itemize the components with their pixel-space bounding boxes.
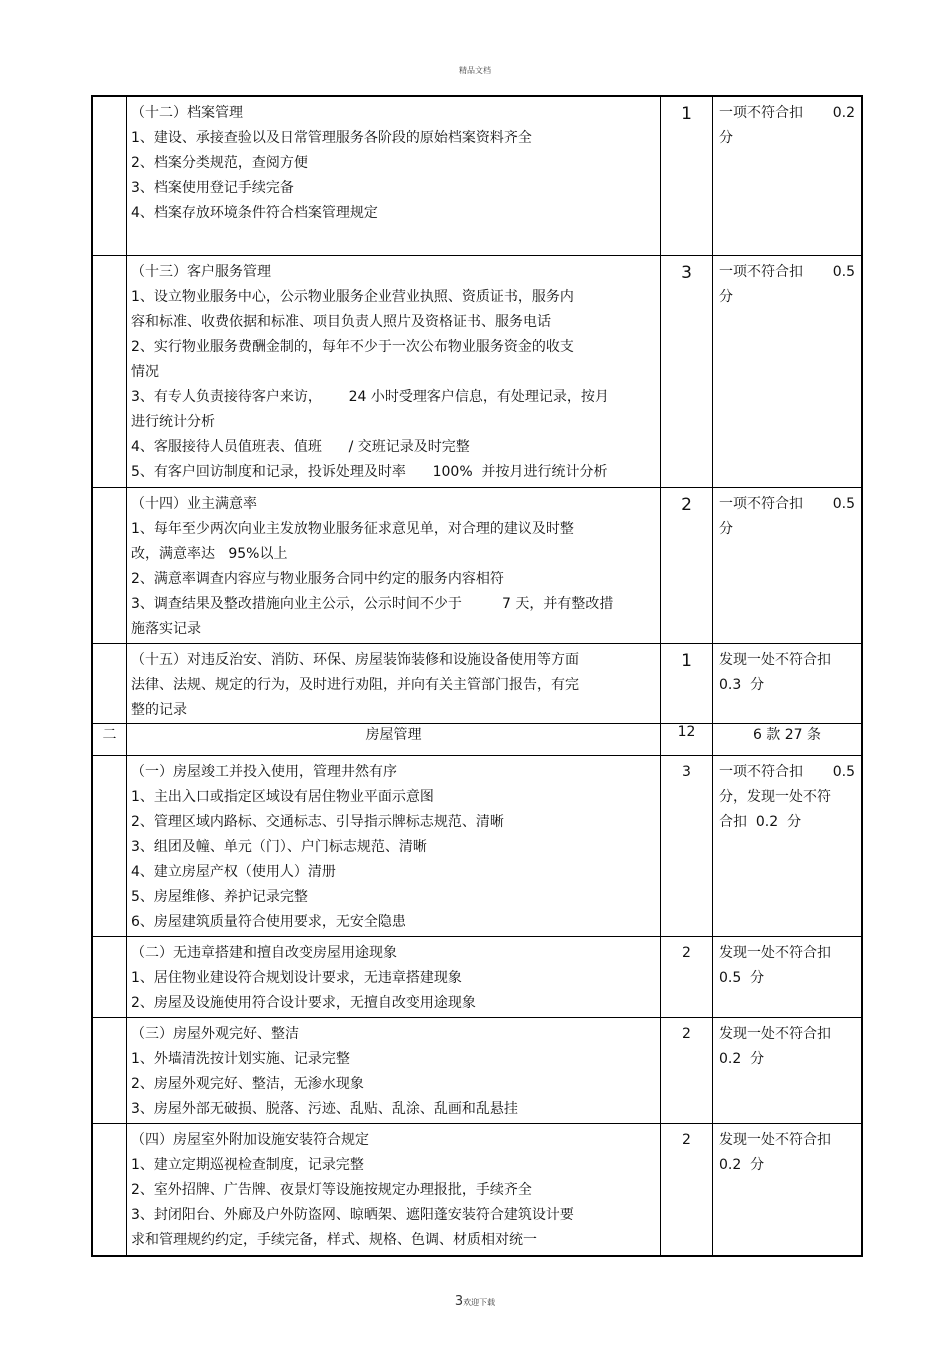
- criteria-line: 整的记录: [131, 701, 187, 718]
- header-watermark: 精品文档: [459, 66, 491, 75]
- score-cell: [661, 755, 713, 936]
- deduction-line: 0.3 分: [719, 676, 765, 693]
- section-number: 二: [92, 723, 127, 755]
- category-cell: [92, 755, 127, 936]
- table-row: [92, 643, 862, 723]
- score-value: 1: [681, 104, 692, 124]
- criteria-line: 2、房屋及设施使用符合设计要求，无擅自改变用途现象: [131, 994, 476, 1011]
- criteria-line: 1、设立物业服务中心，公示物业服务企业营业执照、资质证书，服务内: [131, 288, 574, 305]
- score-cell: [661, 1017, 713, 1123]
- criteria-line: 4、建立房屋产权（使用人）清册: [131, 863, 336, 880]
- criteria-line: 法律、法规、规定的行为，及时进行劝阻，并向有关主管部门报告，有完: [131, 676, 579, 693]
- deduction-line: 发现一处不符合扣: [719, 1025, 831, 1042]
- criteria-line: （一）房屋竣工并投入使用，管理井然有序: [131, 763, 397, 780]
- criteria-line: 4、客服接待人员值班表、值班 / 交班记录及时完整: [131, 438, 470, 455]
- score-cell: [661, 255, 713, 487]
- criteria-line: 3、封闭阳台、外廊及户外防盗网、晾晒架、遮阳蓬安装符合建筑设计要: [131, 1206, 574, 1223]
- deduction-cell: [713, 1017, 863, 1123]
- deduction-line: 0.2 分: [719, 1050, 765, 1067]
- score-cell: [661, 936, 713, 1017]
- criteria-cell: [127, 1123, 661, 1256]
- criteria-line: （四）房屋室外附加设施安装符合规定: [131, 1131, 369, 1148]
- table-row: [92, 1123, 862, 1256]
- score-cell: [661, 96, 713, 255]
- criteria-line: 容和标准、收费依据和标准、项目负责人照片及资格证书、服务电话: [131, 313, 551, 330]
- deduction-line: 分: [719, 520, 733, 537]
- category-cell: [92, 936, 127, 1017]
- criteria-line: （十四）业主满意率: [131, 495, 257, 512]
- criteria-line: 6、房屋建筑质量符合使用要求，无安全隐患: [131, 913, 406, 930]
- deduction-line: 一项不符合扣: [719, 763, 803, 780]
- category-cell: [92, 1017, 127, 1123]
- criteria-line: 情况: [131, 363, 159, 380]
- category-cell: [92, 643, 127, 723]
- criteria-line: 1、每年至少两次向业主发放物业服务征求意见单，对合理的建议及时整: [131, 520, 574, 537]
- deduction-cell: [713, 487, 863, 643]
- score-value: 2: [681, 494, 692, 515]
- category-cell: [92, 96, 127, 255]
- table-row: [92, 755, 862, 936]
- assessment-table: [91, 95, 863, 1257]
- table-row: [92, 96, 862, 255]
- criteria-line: 1、外墙清洗按计划实施、记录完整: [131, 1050, 350, 1067]
- score-cell: [661, 487, 713, 643]
- deduction-line: 一项不符合扣: [719, 263, 803, 280]
- table-row: [92, 1017, 862, 1123]
- criteria-line: （三）房屋外观完好、整洁: [131, 1025, 299, 1042]
- deduction-line: 一项不符合扣: [719, 495, 803, 512]
- criteria-cell: [127, 936, 661, 1017]
- criteria-cell: [127, 96, 661, 255]
- criteria-line: 5、有客户回访制度和记录，投诉处理及时率 100% 并按月进行统计分析: [131, 463, 608, 480]
- criteria-line: 施落实记录: [131, 620, 201, 637]
- deduction-line: 分: [719, 130, 733, 146]
- criteria-line: （二）无违章搭建和擅自改变房屋用途现象: [131, 944, 397, 961]
- deduction-cell: [713, 755, 863, 936]
- criteria-line: 2、房屋外观完好、整洁，无渗水现象: [131, 1075, 364, 1092]
- deduction-line: 0.2 分: [719, 1156, 765, 1173]
- table-row: [92, 487, 862, 643]
- deduction-line: 发现一处不符合扣: [719, 1131, 831, 1148]
- score-value: 2: [682, 944, 691, 961]
- criteria-line: （十二）档案管理: [131, 105, 243, 121]
- criteria-line: 进行统计分析: [131, 413, 215, 430]
- criteria-cell: [127, 255, 661, 487]
- score-value: 3: [682, 763, 691, 780]
- criteria-line: 1、居住物业建设符合规划设计要求，无违章搭建现象: [131, 969, 462, 986]
- table-row: [92, 255, 862, 487]
- deduction-cell: [713, 96, 863, 255]
- score-value: 3: [681, 262, 692, 283]
- criteria-line: 求和管理规约约定，手续完备，样式、规格、色调、材质相对统一: [131, 1231, 537, 1248]
- deduction-line: 分: [719, 288, 733, 305]
- criteria-line: 3、档案使用登记手续完备: [131, 180, 294, 196]
- criteria-line: 3、有专人负责接待客户来访， 24 小时受理客户信息，有处理记录，按月: [131, 388, 609, 405]
- deduction-cell: [713, 936, 863, 1017]
- deduction-amount: 0.5: [832, 263, 855, 280]
- section-title: 房屋管理: [127, 723, 661, 755]
- criteria-cell: [127, 755, 661, 936]
- score-value: 2: [682, 1131, 691, 1148]
- deduction-line: 0.5 分: [719, 969, 765, 986]
- page-number: 3: [454, 1294, 464, 1309]
- deduction-cell: [713, 255, 863, 487]
- deduction-amount: 0.5: [832, 495, 855, 512]
- page-footer: [0, 1294, 950, 1309]
- section-summary: 6 款 27 条: [713, 723, 863, 755]
- criteria-line: 4、档案存放环境条件符合档案管理规定: [131, 205, 378, 221]
- criteria-line: 3、房屋外部无破损、脱落、污迹、乱贴、乱涂、乱画和乱悬挂: [131, 1100, 518, 1117]
- category-cell: [92, 255, 127, 487]
- section-score: 12: [661, 723, 713, 755]
- criteria-line: 改，满意率达 95%以上: [131, 545, 288, 562]
- deduction-amount: 0.2: [832, 105, 855, 121]
- section-header-row: [92, 723, 862, 755]
- deduction-line: 合扣 0.2 分: [719, 813, 802, 830]
- criteria-line: 2、满意率调查内容应与物业服务合同中约定的服务内容相符: [131, 570, 504, 587]
- criteria-cell: [127, 1017, 661, 1123]
- score-cell: [661, 1123, 713, 1256]
- criteria-line: （十三）客户服务管理: [131, 263, 271, 280]
- category-cell: [92, 1123, 127, 1256]
- criteria-line: 1、建立定期巡视检查制度，记录完整: [131, 1156, 364, 1173]
- footer-text: 欢迎下载: [463, 1298, 496, 1307]
- criteria-line: 2、管理区域内路标、交通标志、引导指示牌标志规范、清晰: [131, 813, 504, 830]
- deduction-line: 分，发现一处不符: [719, 788, 831, 805]
- criteria-cell: [127, 487, 661, 643]
- criteria-line: 2、室外招牌、广告牌、夜景灯等设施按规定办理报批，手续齐全: [131, 1181, 532, 1198]
- score-cell: [661, 643, 713, 723]
- table-row: [92, 936, 862, 1017]
- deduction-cell: [713, 1123, 863, 1256]
- criteria-line: 1、建设、承接查验以及日常管理服务各阶段的原始档案资料齐全: [131, 130, 532, 146]
- criteria-line: 1、主出入口或指定区域设有居住物业平面示意图: [131, 788, 434, 805]
- criteria-line: 2、档案分类规范，查阅方便: [131, 155, 308, 171]
- deduction-cell: [713, 643, 863, 723]
- deduction-amount: 0.5: [832, 763, 855, 780]
- deduction-line: 一项不符合扣: [719, 105, 803, 121]
- criteria-line: 3、组团及幢、单元（门）、户门标志规范、清晰: [131, 838, 427, 855]
- criteria-line: 5、房屋维修、养护记录完整: [131, 888, 308, 905]
- criteria-line: 2、实行物业服务费酬金制的，每年不少于一次公布物业服务资金的收支: [131, 338, 574, 355]
- criteria-line: 3、调查结果及整改措施向业主公示，公示时间不少于 7 天，并有整改措: [131, 595, 614, 612]
- criteria-line: （十五）对违反治安、消防、环保、房屋装饰装修和设施设备使用等方面: [131, 651, 579, 668]
- deduction-line: 发现一处不符合扣: [719, 651, 831, 668]
- category-cell: [92, 487, 127, 643]
- score-value: 1: [681, 650, 692, 671]
- criteria-cell: [127, 643, 661, 723]
- score-value: 2: [682, 1025, 691, 1042]
- deduction-line: 发现一处不符合扣: [719, 944, 831, 961]
